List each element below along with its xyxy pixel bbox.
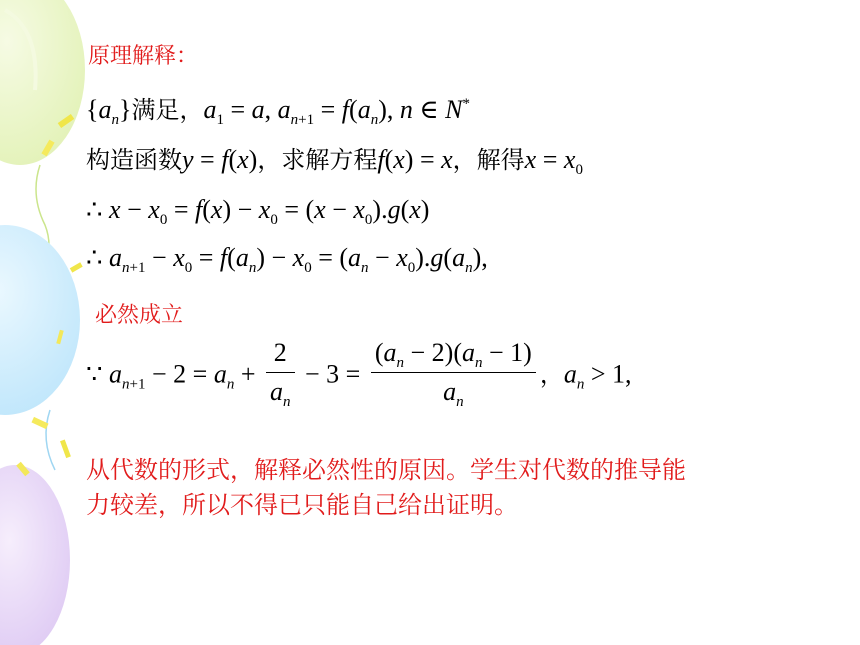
text-get: ，解得 <box>452 146 525 174</box>
balloon-purple <box>0 465 70 645</box>
text-solve: ，求解方程 <box>257 146 378 174</box>
line-sequence-definition: $\{a_n\}$满足，$a_1 = a$, $a_{n+1} = f(a_n)$, n ∈ N* <box>86 95 470 128</box>
balloon-blue <box>0 225 80 470</box>
text-satisfy: 满足， <box>131 96 204 124</box>
line-therefore-a: ∴ $a_{n+1} - x_0 = f(a_n) - x_0 = (a_n - x_0).g(a_n)$, <box>86 243 488 276</box>
explanation-note: 从代数的形式，解释必然性的原因。学生对代数的推导能力较差，所以不得已只能自己给出证明。 <box>86 456 686 519</box>
fraction-product-over-an: $\frac{(a_n - 2)(a_n - 1)}{a_n}$ <box>371 340 536 405</box>
line-because-fraction: ∵ $a_{n+1} - 2 = a_n$ + $\frac{2}{a_n}$ − 3 = $\frac{(a_n - 2)(a_n - 1)}{a_n}$ ，$a_n > 1$, <box>86 338 632 410</box>
label-necessarily-holds: 必然成立 <box>95 303 184 328</box>
line-construct-function: 构造函数y = f(x)，求解方程f(x) = x，解得$x = x_0$ <box>86 145 583 178</box>
fraction-two-over-an: $\frac{2}{a_n}$ <box>266 340 295 405</box>
text-comma: ， <box>539 360 564 389</box>
line-therefore-x: ∴ $x - x_0 = f(x) - x_0 = (x - x_0).g(x)$ <box>86 195 430 228</box>
heading-principle: 原理解释： <box>88 44 199 69</box>
text-construct: 构造函数 <box>86 146 182 174</box>
